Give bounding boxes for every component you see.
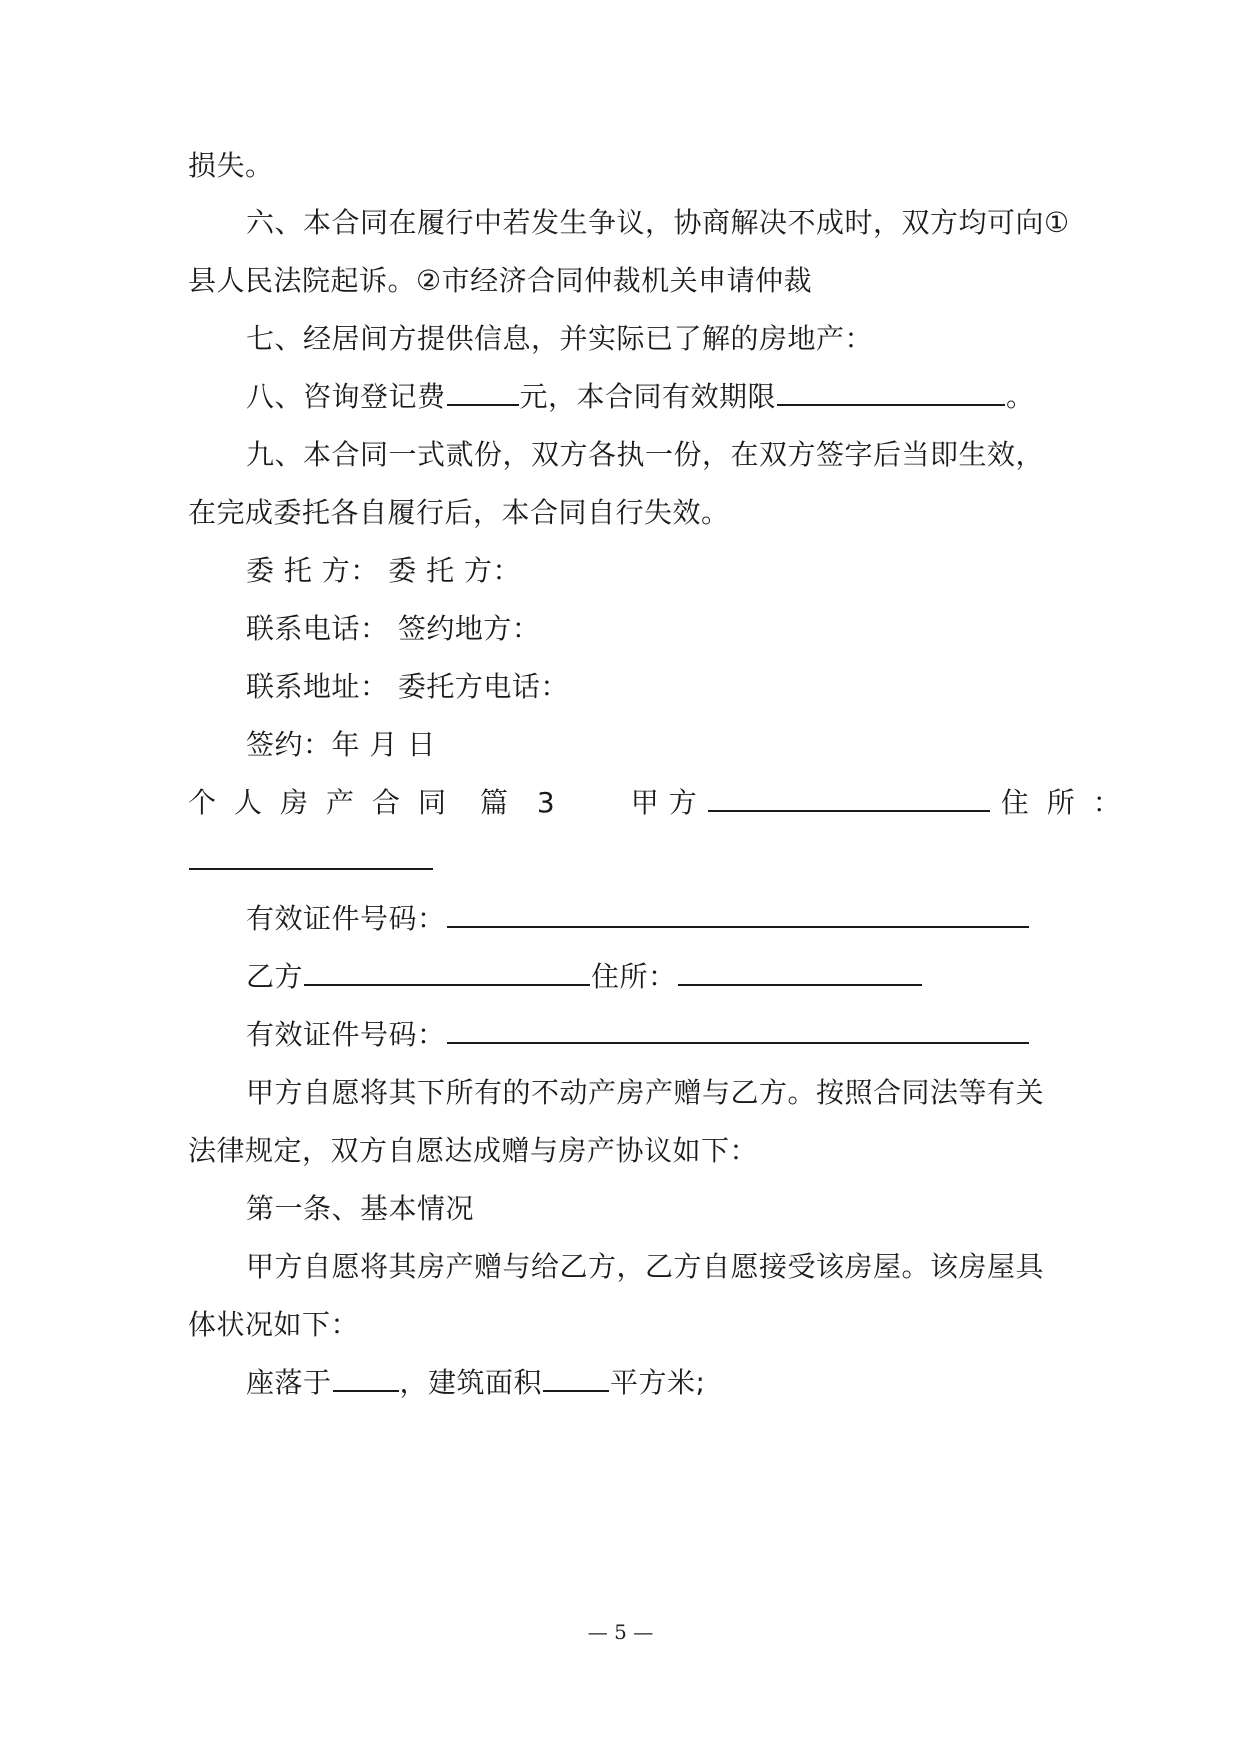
article-one-line1: 甲方自愿将其房产赠与给乙方，乙方自愿接受该房屋。该房屋具 xyxy=(246,1250,1045,1283)
paragraph-line xyxy=(246,899,1030,939)
location-label: 座落于 xyxy=(246,1366,332,1399)
text-loss: 损失。 xyxy=(188,149,274,182)
phone-and-place-labels: 联系电话： 签约地方： xyxy=(246,612,541,645)
area-unit: 平方米; xyxy=(610,1366,706,1399)
party-a-id-blank xyxy=(447,900,1029,928)
fee-blank xyxy=(447,378,519,406)
paragraph-line xyxy=(246,1363,705,1403)
paragraph-line xyxy=(246,319,873,359)
paragraph-line xyxy=(188,1305,359,1345)
contract-heading-line xyxy=(188,783,1139,823)
paragraph-line xyxy=(188,261,812,301)
clause-nine-line2: 在完成委托各自履行后，本合同自行失效。 xyxy=(188,496,730,529)
area-blank xyxy=(543,1364,609,1392)
party-a-address-label: 住所： xyxy=(1000,786,1139,819)
paragraph-line xyxy=(246,1015,1030,1055)
party-b-id-label: 有效证件号码： xyxy=(246,1018,446,1051)
paragraph-line xyxy=(246,377,1035,417)
clause-eight-validity-label: 元，本合同有效期限 xyxy=(519,380,777,413)
clause-seven: 七、经居间方提供信息，并实际已了解的房地产： xyxy=(246,322,874,355)
signature-line xyxy=(246,725,436,765)
clause-eight-period: 。 xyxy=(1006,380,1035,413)
paragraph-line xyxy=(246,435,1044,475)
clause-eight-fee-label: 八、咨询登记费 xyxy=(246,380,446,413)
party-a-blank xyxy=(708,784,990,812)
article-one-heading: 第一条、基本情况 xyxy=(246,1192,475,1225)
paragraph-line xyxy=(188,1131,758,1171)
validity-blank xyxy=(777,378,1005,406)
party-b-label: 乙方 xyxy=(246,960,304,993)
paragraph-line xyxy=(246,957,923,997)
party-b-blank xyxy=(304,958,590,986)
party-a-label: 甲方 xyxy=(630,786,707,819)
page-number: — 5 — xyxy=(587,1620,654,1644)
gift-intro-line2: 法律规定，双方自愿达成赠与房产协议如下： xyxy=(188,1134,759,1167)
gift-intro-line1: 甲方自愿将其下所有的不动产房产赠与乙方。按照合同法等有关 xyxy=(246,1076,1045,1109)
clause-six-line1: 六、本合同在履行中若发生争议，协商解决不成时，双方均可向① xyxy=(246,206,1070,239)
address-and-phone-labels: 联系地址： 委托方电话： xyxy=(246,670,569,703)
paragraph-line xyxy=(246,1073,1044,1113)
paragraph-line xyxy=(246,1247,1044,1287)
principal-labels: 委 托 方： 委 托 方： xyxy=(246,554,522,587)
article-one-line2: 体状况如下： xyxy=(188,1308,360,1341)
signing-date: 签约：年 月 日 xyxy=(246,728,436,761)
area-label: ，建筑面积 xyxy=(399,1366,543,1399)
article-number: 篇 3 xyxy=(480,786,565,819)
clause-six-line2: 县人民法院起诉。②市经济合同仲裁机关申请仲裁 xyxy=(188,264,813,297)
clause-nine-line1: 九、本合同一式贰份，双方各执一份，在双方签字后当即生效， xyxy=(246,438,1045,471)
paragraph-line xyxy=(246,203,1070,243)
party-a-id-label: 有效证件号码： xyxy=(246,902,446,935)
signature-line xyxy=(246,667,569,707)
section-heading xyxy=(246,1189,474,1229)
signature-line xyxy=(246,609,540,649)
location-blank xyxy=(333,1364,399,1392)
party-b-address-label: 住所： xyxy=(591,960,677,993)
paragraph-line xyxy=(188,841,434,881)
paragraph-line xyxy=(188,493,730,533)
party-a-address-blank xyxy=(189,842,433,870)
signature-line xyxy=(246,551,521,591)
party-b-address-blank xyxy=(678,958,922,986)
party-b-id-blank xyxy=(447,1016,1029,1044)
contract-title: 个人房产合同 xyxy=(188,786,465,819)
paragraph-line xyxy=(188,146,274,186)
